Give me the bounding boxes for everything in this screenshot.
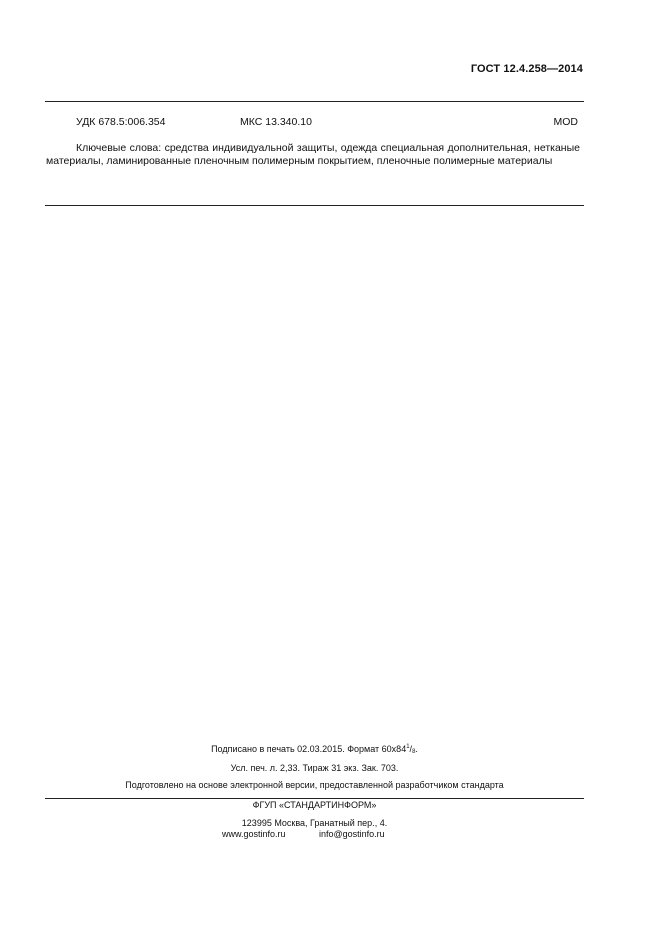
format-slash: / (409, 744, 413, 754)
keywords-paragraph: Ключевые слова: средства индивидуальной защиты, одежда специальная дополнительная, нетканые материалы, ламинированные пленочным полимерным покрытием, пленочные полимерные материалы (46, 142, 580, 167)
website-link[interactable]: www.gostinfo.ru (222, 829, 286, 839)
format-numerator: 1 (406, 744, 410, 750)
publisher-address: 123995 Москва, Гранатный пер., 4. (241, 818, 388, 828)
email-link[interactable]: info@gostinfo.ru (319, 829, 385, 839)
publisher-name: ФГУП «СТАНДАРТИНФОРМ» (252, 800, 377, 810)
imprint-prepared-line: Подготовлено на основе электронной версии, предоставленной разработчиком стандарта (125, 780, 504, 790)
modification-mark: MOD (553, 116, 578, 128)
signed-text: Подписано в печать 02.03.2015. Формат 60х84 (211, 744, 407, 754)
mks-code: МКС 13.340.10 (240, 116, 312, 128)
standard-code: ГОСТ 12.4.258—2014 (470, 63, 583, 75)
signed-suffix: . (415, 744, 418, 754)
imprint-signed-line (45, 744, 584, 755)
section-divider (45, 205, 584, 206)
classification-row (76, 116, 578, 130)
publisher-contacts (222, 829, 422, 843)
udk-code: УДК 678.5:006.354 (76, 116, 166, 128)
format-denominator: 8 (412, 749, 416, 755)
imprint-sheets-line: Усл. печ. л. 2,33. Тираж 31 экз. Зак. 703. (230, 763, 399, 773)
top-divider (45, 101, 584, 102)
footer-divider (45, 798, 584, 799)
